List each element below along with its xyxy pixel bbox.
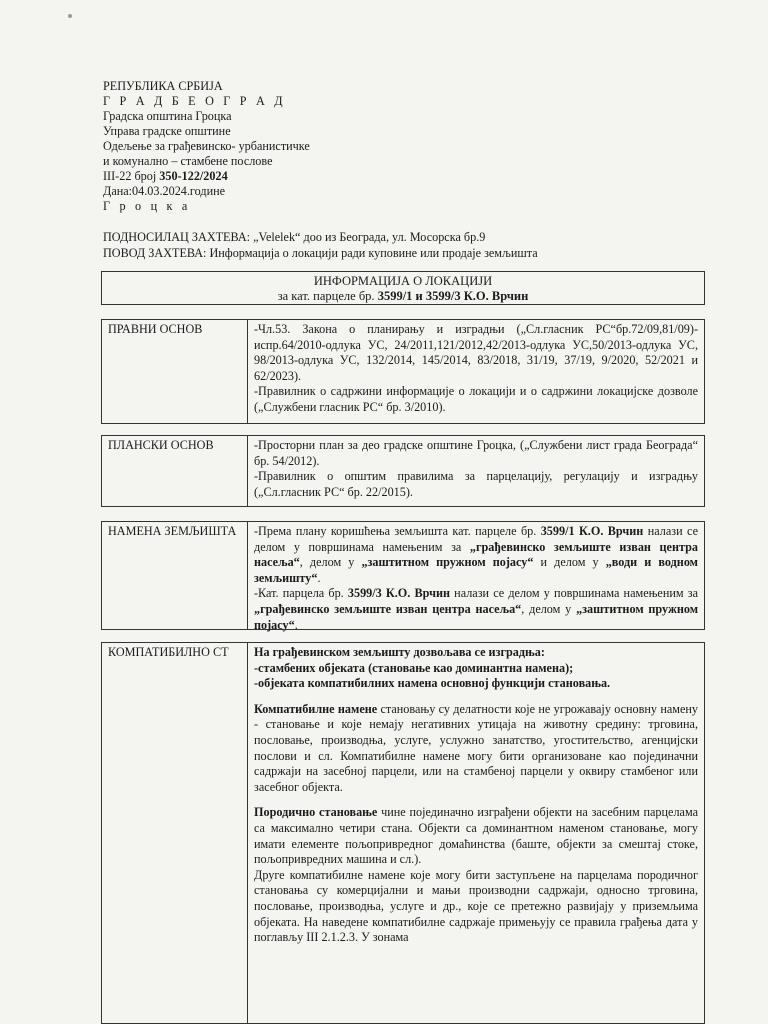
department-name-cont: и комунално – стамбене послове — [103, 154, 273, 168]
land-use-content — [248, 522, 704, 632]
title-parcels: за кат. парцеле бр. 3599/1 и 3599/3 К.О. Врчин — [277, 289, 529, 303]
compatibility-label: КОМПАТИБИЛНО СТ — [102, 643, 248, 1023]
applicant-line: ПОДНОСИЛАЦ ЗАХТЕВА: „Velelek“ доо из Београда, ул. Мосорска бр.9 — [103, 230, 486, 244]
legal-basis-table — [101, 319, 705, 424]
administration-name: Управа градске општине — [103, 124, 231, 138]
family-housing-paragraph: Породично становање чине појединачно изграђени објекти на засебним парцелама са максимално четири стана. Објекти са доминантном наменом становање, могу имати елементе пољопривредног домаћинства (баште, објекти за смештај стоке, пољопривредних машина и сл.). — [254, 805, 698, 867]
document-title — [101, 271, 705, 305]
legal-basis-content — [248, 320, 704, 423]
scan-dot — [68, 14, 72, 18]
title-line: ИНФОРМАЦИЈА О ЛОКАЦИЈИ — [313, 274, 493, 288]
republic-name: РЕПУБЛИКА СРБИЈА — [103, 79, 223, 93]
planning-basis-content — [248, 436, 704, 506]
compatibility-table — [101, 642, 705, 1024]
planning-basis-label: ПЛАНСКИ ОСНОВ — [102, 436, 248, 506]
land-use-parcel-1: -Према плану коришћења земљишта кат. парцеле бр. 3599/1 К.О. Врчин налази се делом у површинама намењеним за „грађевинско земљиште изван центра насеља“, делом у „заштитном пружном појасу“ и делом у „води и водном земљишту“. — [254, 524, 698, 585]
planning-basis-rulebook: -Правилник о општим правилима за парцелацију, регулацију и изградњу („Сл.гласник РС“ бр. 22/2015). — [254, 469, 698, 499]
compatibility-heading-3: -објеката компатибилних намена основној функцији становања. — [254, 676, 611, 691]
other-uses-paragraph: Друге компатибилне намене које могу бити заступљене на парцелама породичног становања су комерцијални и мањи производни садржаји, односно трговина, пословање, производња, услуге и др., које се претежно развијају у приземљима објеката. На наведене компатибилне садржаје примењују се правила грађења дата у поглављу III 2.1.2.3. У зонама — [254, 867, 698, 945]
planning-basis-table — [101, 435, 705, 507]
compatibility-heading-2: -стамбених објеката (становање као доминантна намена); — [254, 660, 574, 675]
document-header — [103, 79, 310, 214]
legal-basis-label: ПРАВНИ ОСНОВ — [102, 320, 248, 423]
request-info — [103, 229, 538, 261]
land-use-parcel-2: -Кат. парцела бр. 3599/3 К.О. Врчин налази се делом у површинама намењеним за „грађевинско земљиште изван центра насеља“, делом у „заштитном пружном појасу“. — [254, 586, 698, 632]
compatible-uses-paragraph: Компатибилне намене становању су делатности које не угрожавају основну намену - становање и које немају негативних утицаја на животну средину: трговина, пословање, производња, услуге, услужно занатство, угоститељство, агенцијски послови и сл. Компатибилне намене могу бити организоване као појединачни садржаји на засебној парцели, или на стамбеној парцели у оквиру стамбеног или засебног објекта. — [254, 701, 698, 794]
planning-basis-plan: -Просторни план за део градске општине Гроцка, („Службени лист града Београда“ бр. 54/2012). — [254, 438, 698, 468]
legal-basis-rulebook: -Правилник о садржини информације о локацији и о садржини локацијске дозволе („Службени гласник РС“ бр. 3/2010). — [254, 384, 698, 414]
land-use-table — [101, 521, 705, 630]
city-name: Г Р А Д Б Е О Г Р А Д — [103, 94, 286, 108]
department-name: Одељење за грађевинско- урбанистичке — [103, 139, 310, 153]
reason-line: ПОВОД ЗАХТЕВА: Информација о локацији ради куповине или продаје земљишта — [103, 246, 538, 260]
case-number: III-22 број 350-122/2024 — [103, 169, 228, 183]
land-use-label: НАМЕНА ЗЕМЉИШТА — [102, 522, 248, 629]
municipality-name: Градска општина Гроцка — [103, 109, 232, 123]
place-name: Г р о ц к а — [103, 199, 191, 213]
legal-basis-law: -Чл.53. Закона о планирању и изградњи („Сл.гласник РС“бр.72/09,81/09)-испр.64/2010-одлука УС, 24/2011,121/2012,42/2013-одлука УС,50/2013-одлука УС, 98/2013-одлука УС, 132/2014, 145/2014, 83/2018, 31/19, 37/19, 9/2020, 52/2021 и 62/2023). — [254, 322, 698, 383]
compatibility-heading-1: На грађевинском земљишту дозвољава се изградња: — [254, 645, 545, 659]
document-date: Дана:04.03.2024.године — [103, 184, 226, 198]
compatibility-content — [248, 643, 704, 1023]
